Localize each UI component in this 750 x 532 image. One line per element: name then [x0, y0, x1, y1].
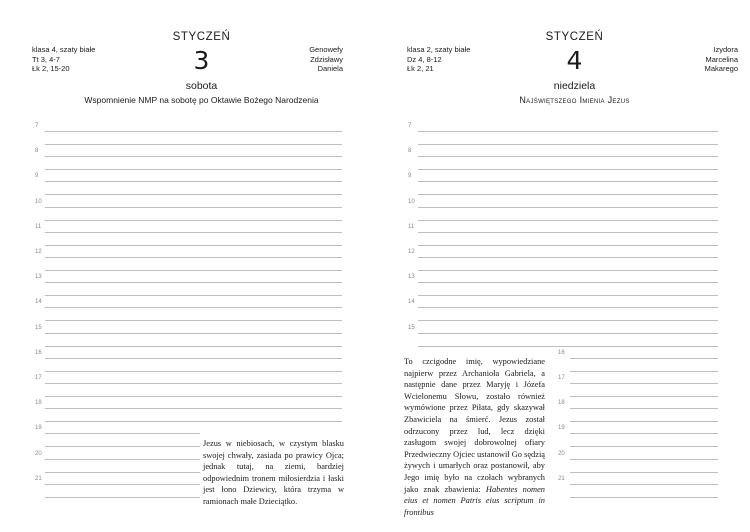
- hour-label: 16: [35, 349, 42, 356]
- hour-label: 8: [408, 148, 412, 155]
- hour-label: 10: [408, 198, 415, 205]
- reading-2: Łk 2, 21: [407, 64, 434, 73]
- note-text: To czcigodne imię, wypowiedziane najpierw przez Archanioła Gabriela, a następnie dane przez Maryję i Józefa Wcielonemu Słowu, zostało również wymówione przez Piłata, gdy skazywał Zbawiciela na śmierć. Jezus został odrzucony przez lud, lecz dzięki zasługom swojej dobrowolnej ofiary Przedwieczny Ojciec ustanowił Go sędzią żywych i umarłych oraz postanowił, aby Jego imię było na czołach wybranych jako znak zbawienia:: [404, 357, 545, 494]
- write-line: [45, 144, 342, 145]
- month-title: STYCZEŃ: [545, 31, 604, 43]
- hour-label: 9: [408, 173, 412, 180]
- name-day: Zdzisławy: [310, 54, 343, 64]
- hour-label: 19: [558, 425, 565, 432]
- day-number: 3: [193, 46, 210, 75]
- write-line: [45, 484, 200, 485]
- weekday: niedziela: [553, 80, 596, 92]
- right-page: [375, 0, 750, 532]
- write-line: [45, 408, 342, 409]
- meditation-note: [404, 356, 545, 518]
- weekday: sobota: [185, 80, 218, 92]
- hour-label: 7: [408, 123, 412, 129]
- write-line: [45, 459, 200, 460]
- hour-label: 14: [408, 299, 415, 306]
- hour-row[interactable]: [408, 148, 718, 170]
- note-latin: Habentes nomen eius et nomen Patris eius scriptum in frontibus: [404, 484, 545, 517]
- day-number: 4: [566, 46, 583, 75]
- hour-label: 15: [35, 324, 42, 331]
- write-line: [570, 472, 718, 473]
- write-line: [45, 220, 342, 221]
- write-line: [418, 257, 718, 258]
- hour-row[interactable]: [408, 324, 718, 347]
- hour-row[interactable]: [408, 249, 718, 271]
- write-line: [45, 396, 342, 397]
- hour-label: 19: [35, 425, 42, 432]
- hour-row[interactable]: [35, 400, 342, 422]
- write-line: [45, 131, 342, 132]
- write-line: [45, 270, 342, 271]
- write-line: [418, 131, 718, 132]
- feast-title: Wspomnienie NMP na sobotę po Oktawie Bożego Narodzenia: [84, 95, 319, 105]
- hour-row[interactable]: [408, 223, 718, 246]
- write-line: [45, 346, 342, 347]
- hour-label: 17: [35, 375, 42, 381]
- hour-label: 7: [35, 123, 39, 129]
- reading-1: Tt 3, 4-7: [32, 54, 60, 64]
- feast-title: Najświętszego Imienia Jezus: [519, 95, 630, 105]
- write-line: [570, 408, 718, 409]
- hour-row[interactable]: [35, 198, 342, 221]
- write-line: [45, 307, 342, 308]
- write-line: [570, 396, 718, 397]
- hour-row[interactable]: [35, 324, 342, 347]
- write-line: [570, 446, 718, 447]
- hour-label: 18: [35, 400, 42, 407]
- hour-label: 10: [35, 198, 42, 205]
- hour-label: 13: [35, 274, 42, 281]
- hour-label: 12: [408, 249, 415, 255]
- write-line: [418, 245, 718, 246]
- write-line: [418, 220, 718, 221]
- hour-label: 20: [558, 450, 565, 457]
- write-line: [45, 207, 342, 208]
- hour-label: 21: [35, 475, 42, 482]
- reading-2: Łk 2, 15-20: [32, 64, 70, 73]
- liturgy-class: klasa 2, szaty białe: [407, 45, 471, 54]
- write-line: [570, 358, 718, 359]
- write-line: [45, 433, 200, 434]
- hour-row[interactable]: [35, 223, 342, 246]
- write-line: [45, 446, 200, 447]
- hour-row[interactable]: [408, 123, 718, 145]
- write-line: [418, 144, 718, 145]
- write-line: [418, 181, 718, 182]
- write-line: [418, 346, 718, 347]
- hour-label: 11: [408, 223, 415, 230]
- write-line: [45, 156, 342, 157]
- hour-label: 21: [558, 475, 565, 482]
- write-line: [418, 169, 718, 170]
- write-line: [45, 295, 342, 296]
- hour-row[interactable]: [35, 123, 342, 145]
- write-line: [418, 194, 718, 195]
- name-day: Genowefy: [309, 45, 343, 54]
- write-line: [570, 421, 718, 422]
- write-line: [45, 169, 342, 170]
- hour-row[interactable]: [408, 299, 718, 321]
- write-line: [570, 371, 718, 372]
- write-line: [45, 181, 342, 182]
- name-day: Daniela: [317, 64, 343, 73]
- write-line: [570, 484, 718, 485]
- write-line: [45, 232, 342, 233]
- write-line: [45, 472, 200, 473]
- write-line: [418, 232, 718, 233]
- write-line: [418, 295, 718, 296]
- write-line: [570, 497, 718, 498]
- hour-label: 13: [408, 274, 415, 281]
- write-line: [45, 497, 200, 498]
- write-line: [45, 371, 342, 372]
- hour-row[interactable]: [408, 198, 718, 221]
- hour-row[interactable]: [35, 375, 342, 397]
- write-line: [45, 282, 342, 283]
- write-line: [570, 433, 718, 434]
- name-day: Makarego: [704, 64, 738, 73]
- write-line: [45, 245, 342, 246]
- hour-row[interactable]: [408, 274, 718, 296]
- write-line: [45, 194, 342, 195]
- write-line: [45, 358, 342, 359]
- hour-row[interactable]: [408, 173, 718, 195]
- write-line: [45, 421, 342, 422]
- meditation-note: Jezus w niebiosach, w czystym blasku swojej chwały, zasiada po prawicy Ojca; jednak tutaj, na ziemi, bardziej odpowiednim tronem miłosierdzia i łaski jest łono Dziewicy, która trzyma w ramionach małe Dzieciątko.: [203, 439, 344, 506]
- write-line: [45, 333, 342, 334]
- write-line: [418, 333, 718, 334]
- hour-label: 17: [558, 375, 565, 381]
- write-line: [570, 383, 718, 384]
- write-line: [418, 282, 718, 283]
- hour-label: 9: [35, 173, 39, 180]
- hour-label: 20: [35, 450, 42, 457]
- hour-row[interactable]: [35, 274, 342, 296]
- hour-row[interactable]: [35, 349, 342, 372]
- reading-1: Dz 4, 8-12: [407, 54, 442, 64]
- write-line: [418, 207, 718, 208]
- hour-label: 8: [35, 148, 39, 155]
- hour-row[interactable]: [35, 173, 342, 195]
- write-line: [418, 320, 718, 321]
- write-line: [418, 307, 718, 308]
- hour-label: 12: [35, 249, 42, 255]
- hour-row[interactable]: [35, 148, 342, 170]
- hour-label: 18: [558, 400, 565, 407]
- write-line: [570, 459, 718, 460]
- name-day: Izydora: [713, 45, 738, 54]
- write-line: [418, 156, 718, 157]
- hour-label: 15: [408, 324, 415, 331]
- hour-label: 14: [35, 299, 42, 306]
- name-day: Marcelina: [705, 54, 738, 64]
- hour-label: 16: [558, 349, 565, 356]
- write-line: [45, 320, 342, 321]
- hour-row[interactable]: [35, 249, 342, 271]
- write-line: [45, 383, 342, 384]
- hour-row[interactable]: [35, 299, 342, 321]
- write-line: [418, 270, 718, 271]
- hour-label: 11: [35, 223, 42, 230]
- liturgy-class: klasa 4, szaty białe: [32, 45, 96, 54]
- month-title: STYCZEŃ: [172, 31, 231, 43]
- write-line: [45, 257, 342, 258]
